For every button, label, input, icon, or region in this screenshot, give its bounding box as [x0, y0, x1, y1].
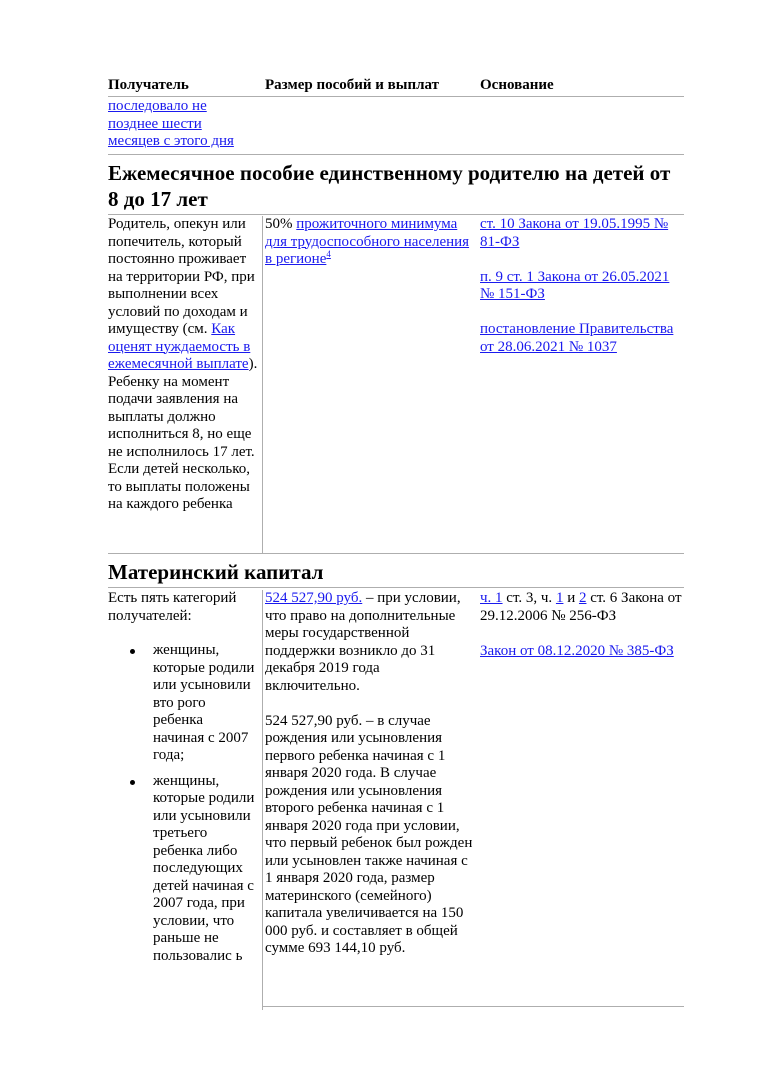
maternity-amount-text-1: – при условии, что право на дополнительные меры государственной поддержки возникло до 31 декабря 2019 года включительно. — [265, 590, 461, 694]
basis-link-law-385fz[interactable]: Закон от 08.12.2020 № 385-ФЗ — [480, 642, 674, 659]
section2-row-divider — [262, 1006, 684, 1007]
list-item: женщины, которые родили или усыновили третьего ребенка либо последующих детей начиная с 2007 года, при условии, что раньше не пользовалис ь — [108, 773, 255, 966]
carryover-recipient — [108, 98, 256, 151]
header-basis: Основание — [480, 77, 554, 93]
section1-row-divider — [108, 553, 684, 554]
basis-text-1: ст. 3, ч. — [502, 590, 556, 606]
header-amount: Размер пособий и выплат — [265, 77, 440, 93]
maternity-basis — [480, 590, 684, 660]
maternity-capital-row — [108, 590, 684, 1010]
single-parent-basis — [480, 216, 684, 356]
document-page — [108, 0, 684, 1080]
section-title-single-parent-allowance: Ежемесячное пособие единственному родителю на детей от 8 до 17 лет — [108, 161, 671, 211]
maternity-amount — [265, 590, 475, 958]
col-divider-2 — [262, 590, 263, 1010]
maternity-recipient-list — [108, 642, 260, 965]
list-item: женщины, которые родили или усыновили вто рого ребенка начиная с 2007 года; — [108, 642, 255, 765]
basis-link-part-1-art-6[interactable]: 1 — [555, 590, 564, 606]
section1-title-divider — [108, 214, 684, 215]
carryover-row — [108, 98, 684, 154]
maternity-amount-text-2: 524 527,90 руб. – в случае рождения или усыновления первого ребенка начиная с 1 января 2020 года. В случае рождения или усыновления второго ребенка начиная с 1 января 2020 года при условии, что первый ребенок был рожден или усыновлен также начиная с 1 января 2020 года, размер материнского (семейного) капитала увеличивается на 150 000 руб. и составляет в общей сумме 693 144,10 руб. — [265, 712, 473, 956]
capital-amount-link[interactable]: 524 527,90 руб. — [265, 590, 363, 606]
section-title-maternity-capital: Материнский капитал — [108, 560, 324, 584]
single-parent-amount-prefix: 50% — [265, 216, 297, 232]
table-header — [108, 76, 684, 96]
basis-link-part-2-art-6[interactable]: 2 — [578, 590, 587, 606]
carryover-divider — [108, 154, 684, 155]
single-parent-allowance-row — [108, 216, 684, 552]
section2-title-divider — [108, 587, 684, 588]
maternity-recipient — [108, 590, 260, 965]
basis-link-law-81fz[interactable]: ст. 10 Закона от 19.05.1995 № 81-ФЗ — [480, 216, 669, 250]
basis-text-2: и — [563, 590, 579, 606]
footnote-4[interactable]: 4 — [326, 249, 331, 259]
col-divider-1 — [262, 216, 263, 553]
header-recipient: Получатель — [108, 77, 189, 93]
basis-text-3: ст. 6 Закона от 29.12.2006 № 256-ФЗ — [480, 590, 682, 624]
basis-link-part-1[interactable]: ч. 1 — [480, 590, 503, 606]
single-parent-recipient — [108, 216, 260, 514]
basis-link-resolution-1037[interactable]: постановление Правительства от 28.06.2021 № 1037 — [480, 321, 674, 355]
single-parent-recipient-text-1: Родитель, опекун или попечитель, который постоянно проживает на территории РФ, при выполнении всех условий по доходам и имуществу (см. — [108, 216, 255, 337]
header-divider — [108, 96, 684, 97]
single-parent-amount — [265, 216, 471, 269]
carryover-link[interactable]: последовало не позднее шести месяцев с этого дня — [108, 98, 234, 149]
maternity-recipient-intro: Есть пять категорий получателей: — [108, 590, 237, 624]
basis-link-law-151fz[interactable]: п. 9 ст. 1 Закона от 26.05.2021 № 151-ФЗ — [480, 268, 670, 302]
subsistence-minimum-link[interactable]: прожиточного минимума для трудоспособного населения в регионе — [265, 216, 470, 267]
single-parent-recipient-text-2: ). Ребенку на момент подачи заявления на выплаты должно исполниться 8, но еще не исполнилось 17 лет. Если детей несколько, то выплаты положены на каждого ребенка — [108, 356, 258, 512]
need-assessment-link[interactable]: Как оценят нуждаемость в ежемесячной выплате — [108, 321, 251, 372]
